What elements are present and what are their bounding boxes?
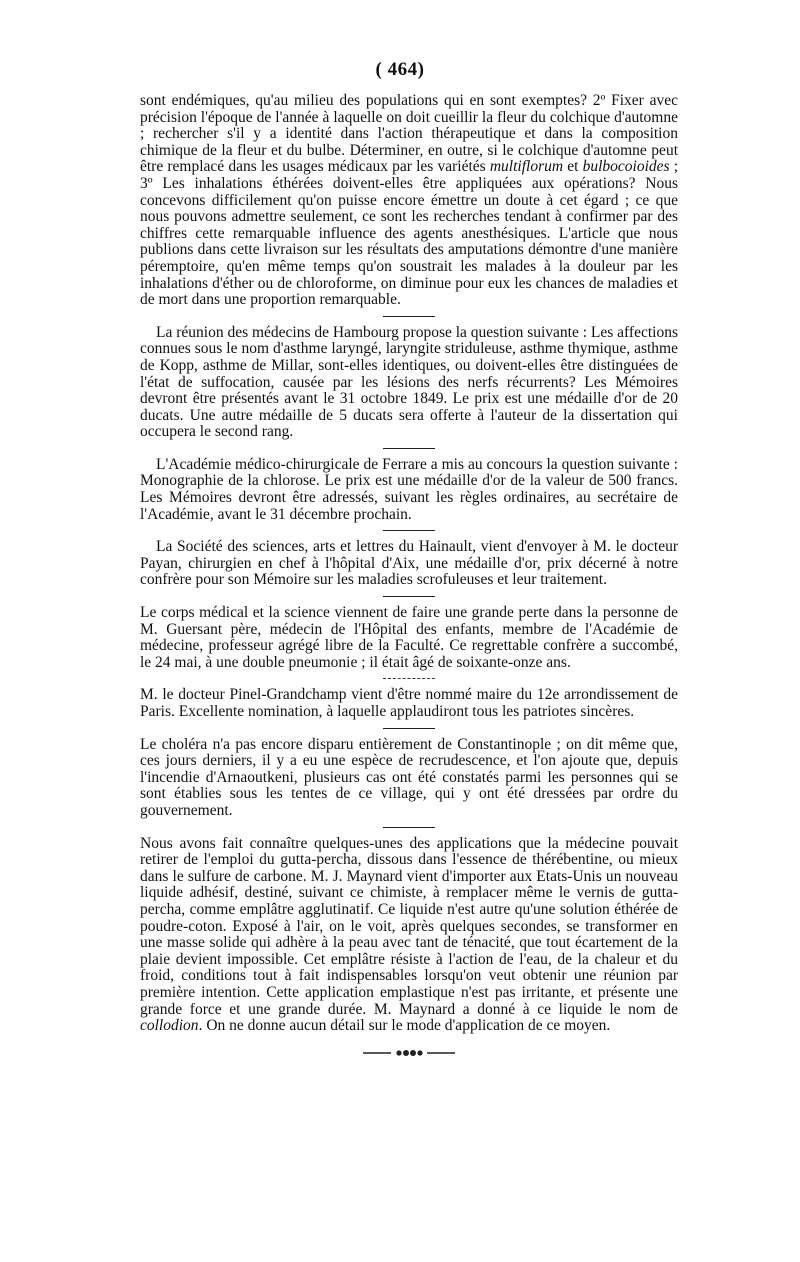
italic-term: multiflorum <box>489 158 564 176</box>
tailpiece-ornament <box>361 1047 457 1059</box>
separator-rule <box>383 316 435 317</box>
text-run: sont endémiques, qu'au milieu des populations qui en sont exemptes? 2º Fixer avec précision l'époque de l'année à laquelle on doit cueillir la fleur du colchique d'automne ; rechercher s'il y a identité dans l'action thérapeutique et dans la composition chimique de la fleur et du bulbe. Déterminer, en outre, si le colchique d'automne peut être remplacé dans les usages médicaux par les variétés <box>140 92 678 176</box>
paragraph-pinel-grandchamp <box>140 687 678 720</box>
paragraph-hambourg <box>140 325 678 441</box>
separator-dashed-rule <box>383 678 435 679</box>
separator-rule <box>383 728 435 729</box>
text-run: L'Académie médico-chirurgicale de Ferrare a mis au concours la question suivante : Monographie de la chlorose. Le prix est une médaille d'or de la valeur de 500 francs. Les Mémoires devront être adressés, suivant les règles ordinaires, au secrétaire de l'Académie, avant le 31 décembre prochain. <box>140 455 678 523</box>
paragraph-collodion <box>140 836 678 1035</box>
text-run: La réunion des médecins de Hambourg propose la question suivante : Les affections connues sous le nom d'asthme laryngé, laryngite striduleuse, asthme thymique, asthme de Kopp, asthme de Millar, sont-elles identiques, ou doivent-elles être distinguées de l'état de suffocation, causée par les lésions des nerfs récurrents? Les Mémoires devront être présentés avant le 31 octobre 1849. Le prix est une médaille d'or de 20 ducats. Une autre médaille de 5 ducats sera offerte à l'auteur de la dissertation qui occupera le second rang. <box>140 323 678 441</box>
page-number: ( 464) <box>375 59 425 80</box>
paragraph-ferrare <box>140 457 678 523</box>
text-run: Le corps médical et la science viennent de faire une grande perte dans la personne de M. Guersant père, médecin de l'Hôpital des enfants, membre de l'Académie de médecine, professeur agrégé libre de la Faculté. Ce regrettable confrère a succombé, le 24 mai, à une double pneumonie ; il était âgé de soixante-onze ans. <box>140 604 678 671</box>
text-run: M. le docteur Pinel-Grandchamp vient d'être nommé maire du 12e arrondissement de Paris. Excellente nomination, à laquelle applaudiront tous les patriotes sincères. <box>140 686 678 720</box>
paragraph-colchique <box>140 93 678 309</box>
paragraph-cholera <box>140 737 678 820</box>
article-body <box>140 93 678 1059</box>
text-run: et <box>563 158 583 176</box>
text-run: Le choléra n'a pas encore disparu entièrement de Constantinople ; on dit même que, ces jours derniers, il y a eu une espèce de recrudescence, et l'on ajoute que, depuis l'incendie d'Arnaoutkeni, plusieurs cas ont été constatés parmi les personnes qui se sont établies sous les tentes de ce village, qui y ont été dressées par ordre du gouvernement. <box>140 735 678 819</box>
text-run: . On ne donne aucun détail sur le mode d'application de ce moyen. <box>198 1017 611 1035</box>
text-run: ; 3º Les inhalations éthérées doivent-elles être appliquées aux opérations? Nous concevons difficilement qu'on puisse encore émettre un doute à cet égard ; ce que nous pouvons admettre seulement, ce sont les recherches tendant à confirmer par des chiffres cette remarquable influence des agents anesthésiques. L'article que nous publions dans cette livraison sur les résultats des amputations démontre d'une manière péremptoire, qu'en même temps qu'on soustrait les malades à la douleur par les inhalations d'éther ou de chloroforme, on diminue pour eux les chances de maladies et de mort dans une proportion remarquable. <box>140 158 679 309</box>
separator-rule <box>383 530 435 531</box>
separator-rule <box>383 827 435 828</box>
text-run: La Société des sciences, arts et lettres du Hainault, vient d'envoyer à M. le docteur Payan, chirurgien en chef à l'hôpital d'Aix, une médaille d'or, prix décerné à notre confrère pour son Mémoire sur les maladies scrofuleuses et leur traitement. <box>140 538 678 589</box>
paragraph-guersant <box>140 605 678 671</box>
text-run: Nous avons fait connaître quelques-unes des applications que la médecine pouvait retirer de l'emploi du gutta-percha, dissous dans l'essence de thérébentine, ou mieux dans le sulfure de carbone. M. J. Maynard vient d'importer aux Etats-Unis un nouveau liquide adhésif, destiné, suivant ce chimiste, à remplacer même le vernis de gutta-percha, comme emplâtre agglutinatif. Ce liquide n'est autre qu'une solution éthérée de poudre-coton. Exposé à l'air, on le voit, après quelques secondes, se transformer en une masse solide qui adhère à la peau avec tant de ténacité, que tout écartement de la plaie devient impossible. Cet emplâtre résiste à l'action de l'eau, de la chaleur et du froid, conditions tout à fait indispensables lorsqu'on veut obtenir une réunion par première intention. Cette application emplastique n'est pas irritante, et présente une grande force et une grande durée. M. Maynard a donné à ce liquide le nom de <box>140 834 678 1018</box>
separator-rule <box>383 596 435 597</box>
paragraph-hainault <box>140 539 678 589</box>
italic-term: bulbocoioides <box>582 158 670 176</box>
separator-rule <box>383 448 435 449</box>
italic-term: collodion <box>140 1017 199 1035</box>
